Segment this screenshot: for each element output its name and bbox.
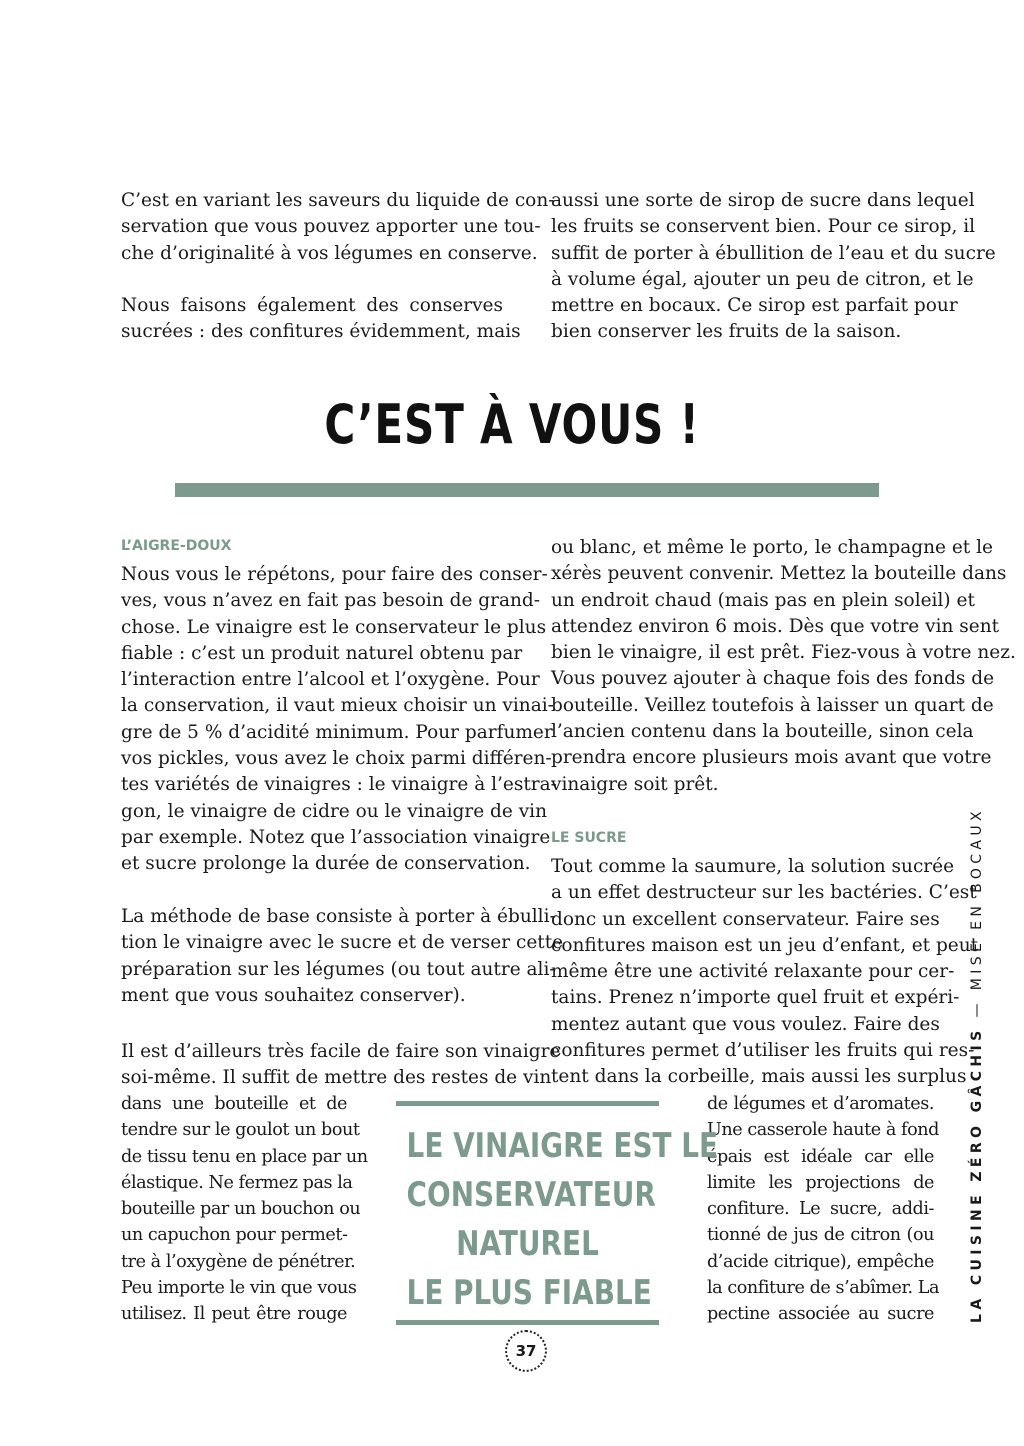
text-line: de tissu tenu en place par un [121,1146,368,1167]
pullquote-line: NATUREL [456,1224,599,1264]
text-line: tendre sur le goulot un bout [121,1120,360,1141]
text-line: même être une activité relaxante pour cer- [551,961,955,983]
text-line: préparation sur les légumes (ou tout autre ali- [121,958,556,980]
text-line: tains. Prenez n’importe quel fruit et expéri- [551,987,960,1009]
column2-paragraph-1 [551,535,1016,798]
text-line: suffit de porter à ébullition de l’eau et du sucre [551,242,996,264]
heading-divider [175,483,879,497]
text-line: tre à l’oxygène de pénétrer. [121,1251,356,1272]
text-line: donc un excellent conservateur. Faire ses [551,908,940,930]
text-line: La méthode de base consiste à porter à ébulli- [121,906,556,927]
text-line: tes variétés de vinaigres : le vinaigre à l’estra- [121,774,557,796]
text-line: utilisez. Il peut être rouge [121,1304,347,1325]
aigre-doux-paragraph-3-wrap [121,1091,368,1328]
text-line: Nous vous le répétons, pour faire des conser- [121,564,548,585]
text-line: Une casserole haute à fond [707,1120,939,1141]
aigre-doux-paragraph-1 [121,562,557,878]
text-line: la conservation, il vaut mieux choisir un vinai- [121,695,554,717]
text-line: a un effet destructeur sur les bactéries. C’est [551,882,977,904]
chapter-title: MISE EN BOCAUX [969,806,985,991]
text-line: pectine associée au sucre [707,1304,934,1325]
text-line: l’ancien contenu dans la bouteille, sinon cela [551,721,974,743]
text-line: dans une bouteille et de [121,1094,347,1114]
text-line: confitures permet d’utiliser les fruits qui res- [551,1040,975,1062]
text-line: les fruits se conservent bien. Pour ce sirop, il [551,216,976,238]
text-line: soi-même. Il suffit de mettre des restes de vin [121,1067,552,1089]
text-line: par exemple. Notez que l’association vinaigre [121,826,551,848]
aigre-doux-paragraph-2 [121,904,564,1009]
text-line: un endroit chaud (mais pas en plein soleil) et [551,589,975,611]
text-line: gon, le vinaigre de cidre ou le vinaigre de vin [121,800,547,822]
text-line: bien le vinaigre, il est prêt. Fiez-vous à votre nez. [551,642,1016,664]
sucre-paragraph [551,854,979,1091]
book-title: LA CUISINE ZÉRO GÂCHIS [969,1026,985,1323]
text-line: Vous pouvez ajouter à chaque fois des fonds de [551,668,995,690]
pullquote [406,1122,719,1318]
text-line: élastique. Ne fermez pas la [121,1172,353,1193]
text-line: tion le vinaigre avec le sucre et de verser cette [121,932,564,954]
text-line: gre de 5 % d’acidité minimum. Pour parfumer [121,721,553,743]
text-line: tionné de jus de citron (ou [707,1225,934,1246]
text-line: un capuchon pour permet- [121,1225,348,1246]
text-line: confiture. Le sucre, addi- [707,1199,934,1220]
intro-left-column [121,188,555,346]
section-subtitle-aigre-doux: L’AIGRE-DOUX [121,538,232,554]
text-line: mentez autant que vous voulez. Faire des [551,1013,940,1035]
text-line: chose. Le vinaigre est le conservateur le plus [121,616,547,638]
text-line: ves, vous n’avez en fait pas besoin de grand- [121,590,541,612]
pullquote-top-rule [396,1101,659,1106]
text-line: ou blanc, et même le porto, le champagne et le [551,537,993,558]
page-number: 37 [505,1330,547,1372]
pullquote-bottom-rule [396,1320,659,1325]
text-line: attendez environ 6 mois. Dès que votre vin sent [551,615,1000,637]
text-line: aussi une sorte de sirop de sucre dans lequel [551,190,975,211]
sucre-paragraph-wrap [707,1091,940,1328]
text-line: fiable : c’est un produit naturel obtenu par [121,642,523,664]
text-line: Peu importe le vin que vous [121,1278,357,1299]
text-line: Il est d’ailleurs très facile de faire son vinaigre [121,1041,561,1062]
text-line [121,267,503,293]
text-line: vos pickles, vous avez le choix parmi différen- [121,748,552,770]
text-line: servation que vous pouvez apporter une tou- [121,216,541,238]
text-line: vinaigre soit prêt. [551,773,719,795]
text-line: mettre en bocaux. Ce sirop est parfait pour [551,295,958,317]
intro-right-column [551,188,996,346]
text-line: l’interaction entre l’alcool et l’oxygène. Pour [121,669,540,691]
pullquote-line: LE VINAIGRE EST LE [406,1126,719,1166]
text-line: bouteille. Veillez toutefois à laisser un quart de [551,694,994,716]
text-line: épais est idéale car elle [707,1146,934,1167]
text-line: de légumes et d’aromates. [707,1094,934,1114]
text-line: tent dans la corbeille, mais aussi les surplus [551,1066,967,1088]
text-line: sucrées : des confitures évidemment, mais [121,321,521,343]
text-line: Nous faisons également des conserves [121,295,503,317]
text-line: limite les projections de [707,1172,934,1193]
text-line: d’acide citrique), empêche [707,1251,934,1272]
text-line: à volume égal, ajouter un peu de citron, et le [551,268,974,290]
text-line: la confiture de s’abîmer. La [707,1278,940,1299]
text-line: Tout comme la saumure, la solution sucrée [551,856,955,877]
header-separator: — [969,990,985,1027]
text-line: et sucre prolonge la durée de conservation. [121,853,531,875]
aigre-doux-paragraph-3 [121,1039,561,1092]
running-header [969,807,985,1323]
page-heading: C’EST À VOUS ! [324,393,700,456]
text-line: C’est en variant les saveurs du liquide de con- [121,190,555,211]
pullquote-line: LE PLUS FIABLE [406,1273,652,1313]
section-subtitle-sucre: LE SUCRE [551,830,627,846]
text-line: xérès peuvent convenir. Mettez la bouteille dans [551,563,1007,585]
text-line: confitures maison est un jeu d’enfant, et peut [551,934,979,956]
text-line: bien conserver les fruits de la saison. [551,321,902,343]
text-line: che d’originalité à vos légumes en conserve. [121,242,538,264]
text-line: bouteille par un bouchon ou [121,1199,361,1220]
text-line: ment que vous souhaitez conserver). [121,984,466,1006]
pullquote-line: CONSERVATEUR [406,1175,656,1215]
text-line: prendra encore plusieurs mois avant que votre [551,747,992,769]
